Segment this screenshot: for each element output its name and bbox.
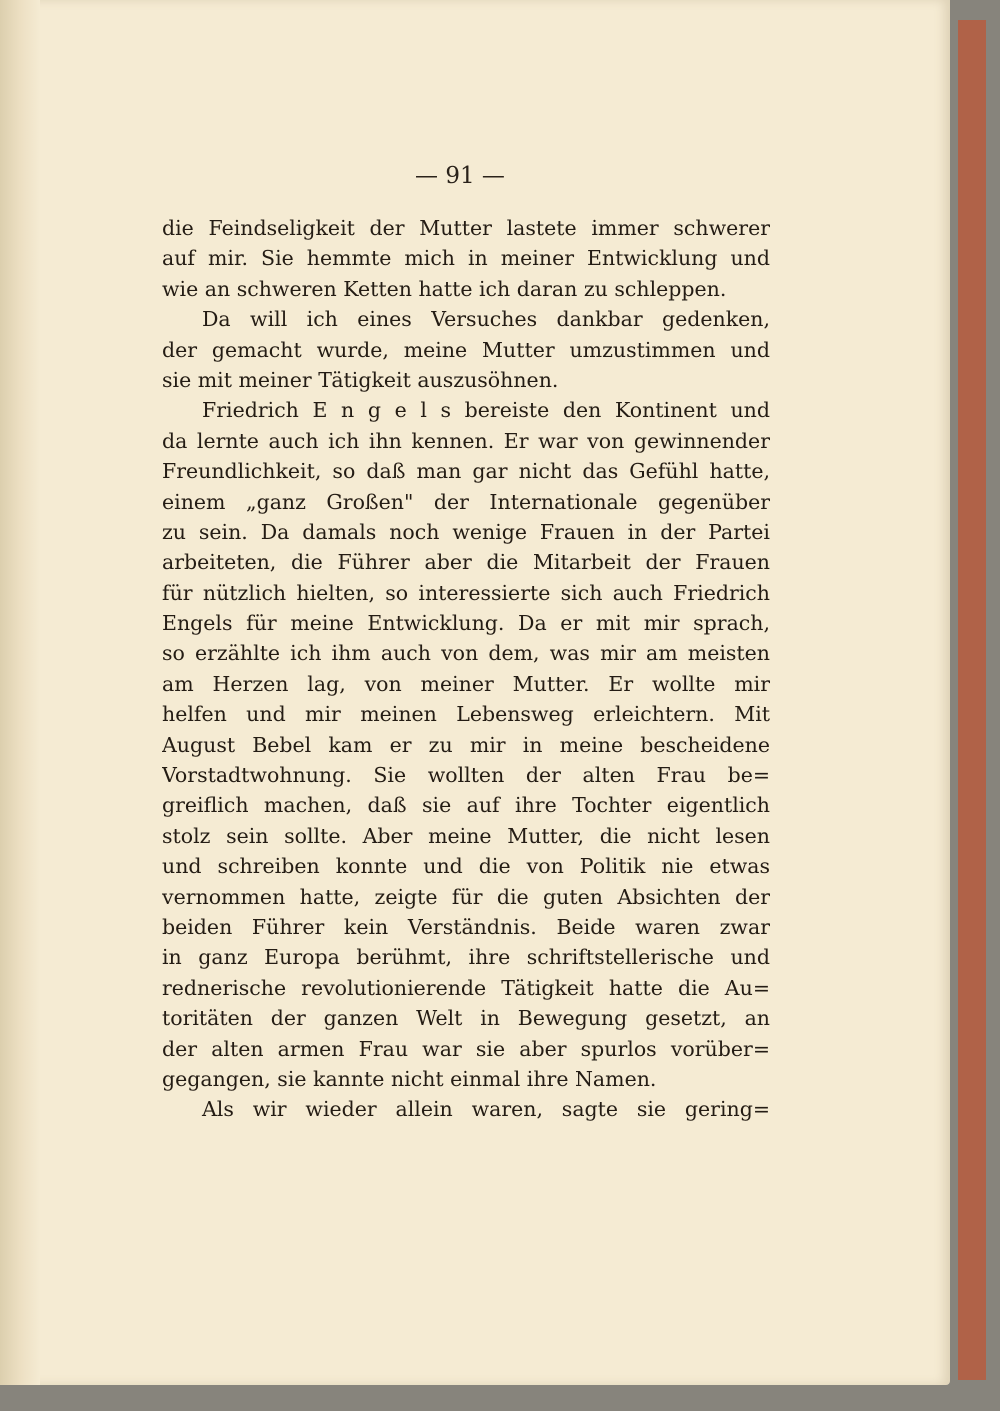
text-line: Freundlichkeit, so daß man gar nicht das Gefühl hatte, — [162, 459, 770, 484]
text-line: in ganz Europa berühmt, ihre schriftstellerische und — [162, 945, 770, 970]
text-line: rednerische revolutionierende Tätigkeit hatte die Au= — [162, 975, 770, 1000]
text-line: und schreiben konnte und die von Politik nie etwas — [162, 854, 770, 879]
text-line: Engels für meine Entwicklung. Da er mit mir sprach, — [162, 611, 770, 636]
text-line: Als wir wieder allein waren, sagte sie gering= — [202, 1097, 770, 1122]
page-number: — 91 — — [415, 163, 505, 189]
text-line: arbeiteten, die Führer aber die Mitarbeit der Frauen — [162, 550, 770, 575]
text-line: greiflich machen, daß sie auf ihre Tochter eigentlich — [162, 793, 770, 818]
text-line: stolz sein sollte. Aber meine Mutter, die nicht lesen — [162, 823, 770, 848]
text-line: der gemacht wurde, meine Mutter umzustimmen und — [162, 337, 770, 362]
text-line: zu sein. Da damals noch wenige Frauen in der Partei — [162, 519, 770, 544]
text-line: für nützlich hielten, so interessierte sich auch Friedrich — [162, 580, 770, 605]
text-line: so erzählte ich ihm auch von dem, was mir am meisten — [162, 641, 770, 666]
text-line: gegangen, sie kannte nicht einmal ihre Namen. — [162, 1066, 657, 1091]
text-line: der alten armen Frau war sie aber spurlos vorüber= — [162, 1036, 770, 1061]
text-line: auf mir. Sie hemmte mich in meiner Entwicklung und — [162, 246, 770, 271]
text-line: August Bebel kam er zu mir in meine bescheidene — [162, 732, 770, 757]
text-line: da lernte auch ich ihn kennen. Er war von gewinnender — [162, 428, 770, 453]
text-line: vernommen hatte, zeigte für die guten Absichten der — [162, 884, 770, 909]
cover-edge — [958, 20, 986, 1380]
text-line: toritäten der ganzen Welt in Bewegung gesetzt, an — [162, 1006, 770, 1031]
text-line: die Feindseligkeit der Mutter lastete immer schwerer — [162, 216, 770, 240]
text-line: Da will ich eines Versuches dankbar gedenken, — [202, 307, 770, 332]
text-line: helfen und mir meinen Lebensweg erleichtern. Mit — [162, 702, 770, 727]
text-line: wie an schweren Ketten hatte ich daran zu schleppen. — [162, 276, 727, 301]
page-gutter — [0, 0, 40, 1385]
text-line: Vorstadtwohnung. Sie wollten der alten Frau be= — [162, 763, 770, 788]
text-line: Friedrich E n g e l s bereiste den Kontinent und — [202, 398, 770, 423]
text-line: sie mit meiner Tätigkeit auszusöhnen. — [162, 367, 559, 392]
text-line: beiden Führer kein Verständnis. Beide waren zwar — [162, 914, 770, 939]
body-text — [162, 213, 770, 1125]
text-line: einem „ganz Großen" der Internationale gegenüber — [162, 489, 770, 514]
text-line: am Herzen lag, von meiner Mutter. Er wollte mir — [162, 671, 770, 696]
